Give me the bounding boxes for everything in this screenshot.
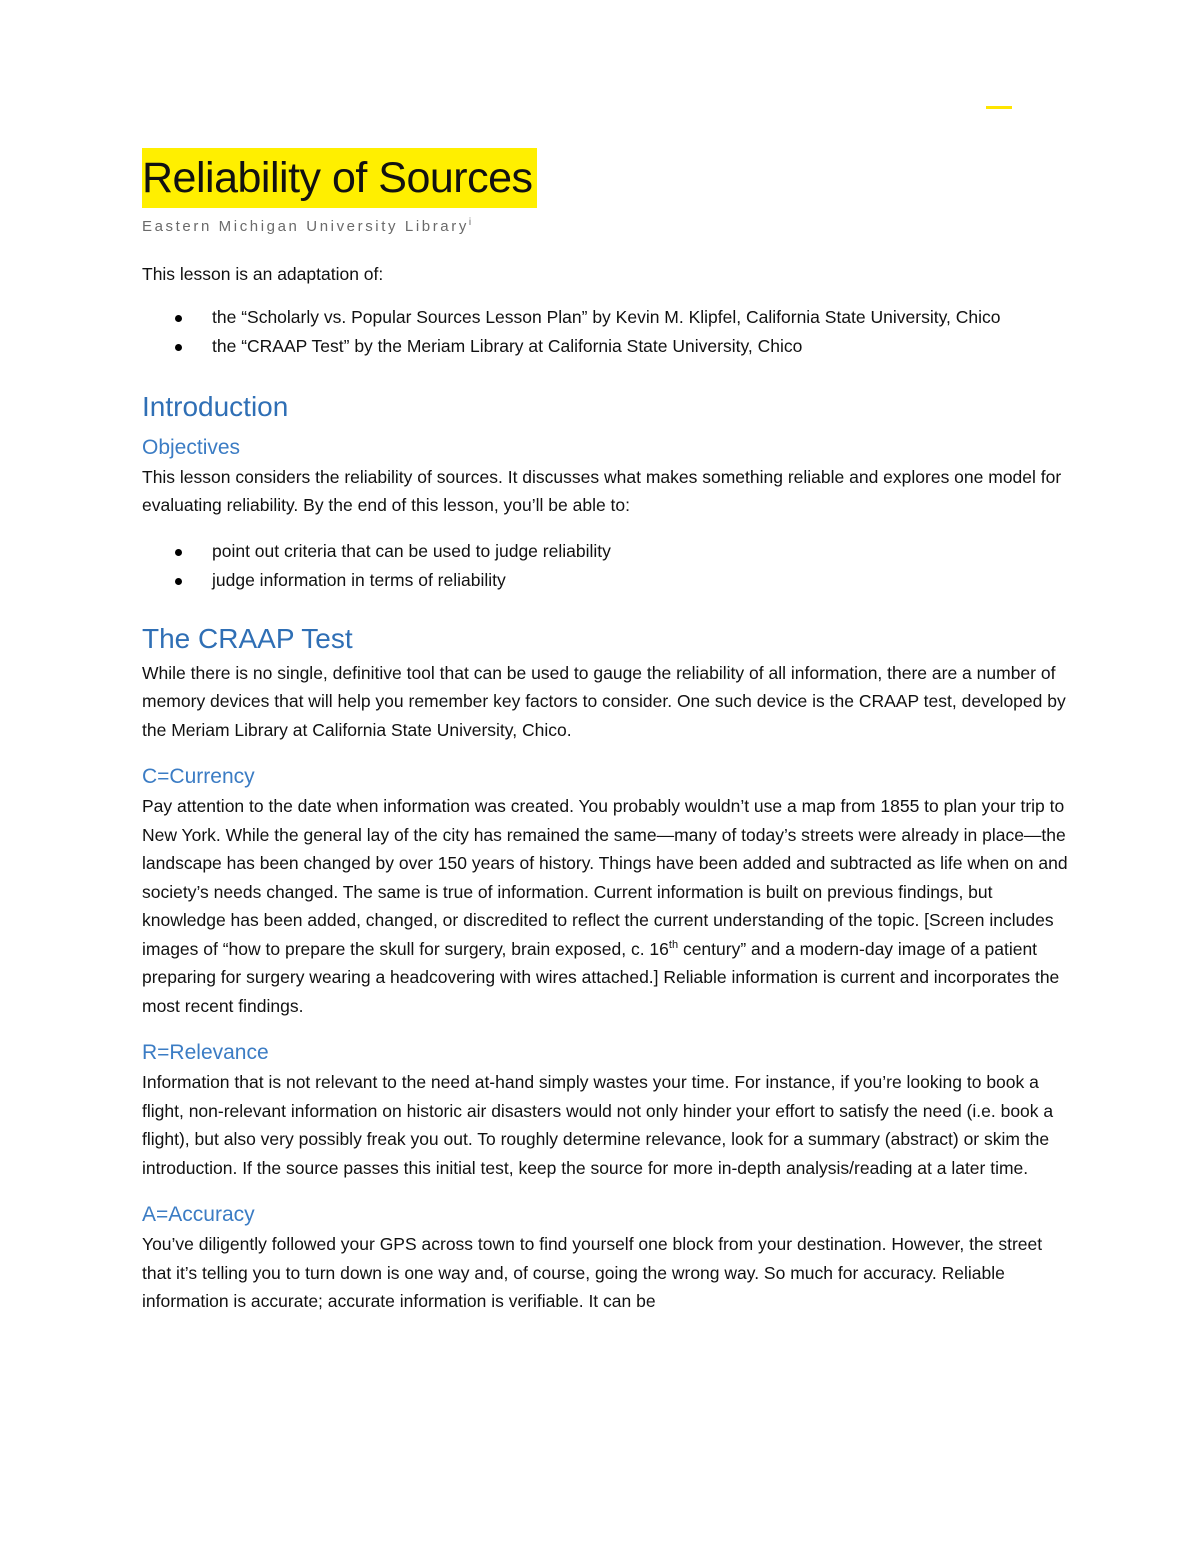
- subtitle-text: Eastern Michigan University Library: [142, 218, 469, 235]
- document-subtitle: [142, 212, 1072, 238]
- list-item-text: point out criteria that can be used to judge reliability: [212, 540, 611, 561]
- intro-text: This lesson is an adaptation of:: [142, 264, 384, 284]
- list-item: [142, 537, 1072, 566]
- endnote-marker[interactable]: i: [468, 217, 472, 228]
- bullet-icon: [175, 549, 182, 556]
- bullet-icon: [175, 344, 182, 351]
- craap-heading: The CRAAP Test: [142, 622, 353, 654]
- craap-text: While there is no single, definitive tool that can be used to gauge the reliability of all information, there are a number of memory devices that will help you remember key factors to consider. One such device is the CRAAP test, developed by the Meriam Library at California State University, Chico.: [142, 662, 1066, 740]
- list-item: [142, 303, 1072, 332]
- ordinal-suffix: th: [668, 938, 679, 951]
- accuracy-text: You’ve diligently followed your GPS across town to find yourself one block from your destination. However, the street that it’s telling you to turn down is one way and, of course, going the wrong way. So much for accuracy. Reliable information is accurate; accurate information is verifiable. It can be: [142, 1234, 1043, 1311]
- accuracy-heading: A=Accuracy: [142, 1203, 255, 1226]
- bullet-icon: [175, 315, 182, 322]
- objectives-text: This lesson considers the reliability of sources. It discusses what makes something reliable and explores one model for evaluating reliability. By the end of this lesson, you’ll be able to:: [142, 466, 1062, 515]
- currency-text-b: century” and a modern-day image of a patient preparing for surgery wearing a headcovering with wires attached.] Reliable information is current and incorporates the most recent findings.: [142, 938, 1060, 1016]
- adaptation-list: [142, 303, 1072, 361]
- document-content: [142, 148, 1072, 1316]
- bullet-icon: [175, 578, 182, 585]
- relevance-heading: R=Relevance: [142, 1041, 269, 1064]
- currency-text: [142, 792, 1072, 1020]
- document-title: Reliability of Sources: [142, 154, 533, 202]
- objectives-heading: Objectives: [142, 435, 241, 459]
- list-item-text: the “Scholarly vs. Popular Sources Lesson Plan” by Kevin M. Klipfel, California State University, Chico: [212, 306, 1001, 327]
- currency-text-a: Pay attention to the date when information was created. You probably wouldn’t use a map from 1855 to plan your trip to New York. While the general lay of the city has remained the same—many of today’s streets were already in place—the landscape has been changed by over 150 years of history. Things have been added and subtracted as life when on and society’s needs changed. The same is true of information. Current information is built on previous findings, but knowledge has been added, changed, or discredited to reflect the current understanding of the topic. [Screen includes images of “how to prepare the skull for surgery, brain exposed, c. 16: [142, 796, 1068, 959]
- objectives-list: [142, 537, 1072, 595]
- relevance-text: Information that is not relevant to the need at-hand simply wastes your time. For instance, if you’re looking to book a flight, non-relevant information on historic air disasters would not only hinder your effort to satisfy the need (i.e. book a flight), but also very possibly freak you out. To roughly determine relevance, look for a summary (abstract) or skim the introduction. If the source passes this initial test, keep the source for more in-depth analysis/reading at a later time.: [142, 1072, 1054, 1178]
- list-item: [142, 332, 1072, 361]
- currency-heading: C=Currency: [142, 765, 255, 788]
- list-item-text: the “CRAAP Test” by the Meriam Library at California State University, Chico: [212, 336, 803, 356]
- highlight-mark: [986, 106, 1012, 109]
- list-item: [142, 566, 1072, 595]
- list-item-text: judge information in terms of reliability: [212, 570, 506, 590]
- title-highlight: [142, 148, 537, 208]
- introduction-heading: Introduction: [142, 390, 289, 422]
